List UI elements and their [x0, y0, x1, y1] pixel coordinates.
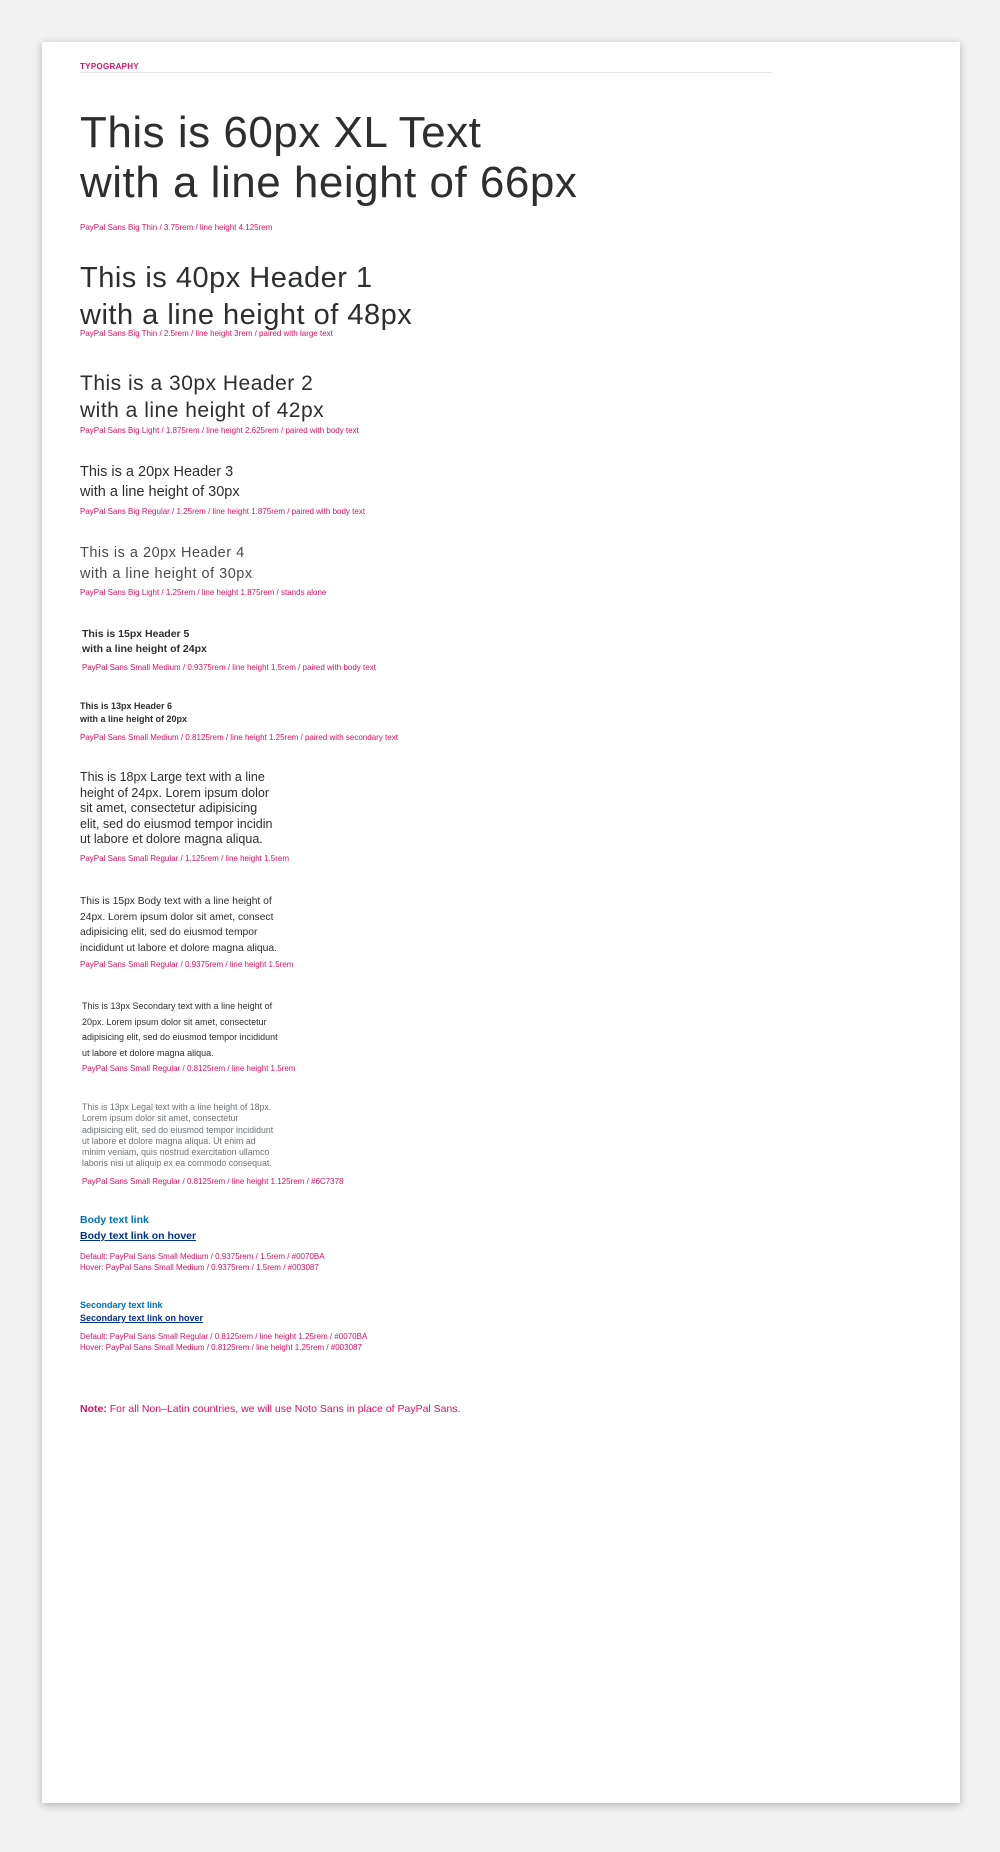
large-text-spec: PayPal Sans Small Regular / 1.125rem / line height 1.5rem: [80, 854, 289, 863]
header5-sample: This is 15px Header 5 with a line height of 24px: [82, 628, 207, 655]
note-label: Note:: [80, 1403, 107, 1415]
header1-sample: This is 40px Header 1 with a line height of 48px: [80, 262, 413, 331]
body-link-hover-spec: Hover: PayPal Sans Small Medium / 0.9375rem / 1.5rem / #003087: [80, 1263, 319, 1272]
header4-spec: PayPal Sans Big Light / 1.25rem / line height 1.875rem / stands alone: [80, 588, 327, 597]
header6-sample: This is 13px Header 6 with a line height of 20px: [80, 701, 188, 724]
body-text-spec: PayPal Sans Small Regular / 0.9375rem / line height 1.5rem: [80, 960, 294, 969]
secondary-text-link-hover[interactable]: Secondary text link on hover: [80, 1313, 204, 1323]
note-text: For all Non–Latin countries, we will use Noto Sans in place of PayPal Sans.: [106, 1403, 461, 1415]
secondary-text-link[interactable]: Secondary text link: [80, 1300, 163, 1310]
header4-sample: This is a 20px Header 4 with a line height of 30px: [80, 545, 253, 582]
secondary-text-sample: This is 13px Secondary text with a line height of 20px. Lorem ipsum dolor sit amet, consectetur adipisicing elit, sed do eiusmod tempor incididunt ut labore et dolore magna aliqua.: [82, 1001, 278, 1058]
section-label: TYPOGRAPHY: [80, 62, 140, 71]
note: [80, 1403, 461, 1415]
typography-sheet: [42, 42, 960, 1803]
xl-text-sample: This is 60px XL Text with a line height of 66px: [80, 108, 578, 207]
header3-spec: PayPal Sans Big Regular / 1.25rem / line height 1.875rem / paired with body text: [80, 507, 366, 516]
header6-spec: PayPal Sans Small Medium / 0.8125rem / line height 1.25rem / paired with secondary text: [80, 733, 398, 742]
secondary-link-default-spec: Default: PayPal Sans Small Regular / 0.8125rem / line height 1.25rem / #0070BA: [80, 1332, 368, 1341]
header2-spec: PayPal Sans Big Light / 1.875rem / line height 2.625rem / paired with body text: [80, 426, 359, 435]
body-text-sample: This is 15px Body text with a line height of 24px. Lorem ipsum dolor sit amet, consect adipisicing elit, sed do eiusmod tempor incididunt ut labore et dolore magna aliqua.: [80, 896, 277, 954]
header1-spec: PayPal Sans Big Thin / 2.5rem / line height 3rem / paired with large text: [80, 329, 333, 338]
body-text-link[interactable]: Body text link: [80, 1214, 149, 1226]
legal-text-spec: PayPal Sans Small Regular / 0.8125rem / line height 1.125rem / #6C7378: [82, 1177, 344, 1186]
header2-sample: This is a 30px Header 2 with a line height of 42px: [80, 372, 325, 422]
body-text-link-hover[interactable]: Body text link on hover: [80, 1230, 197, 1242]
header3-sample: This is a 20px Header 3 with a line height of 30px: [80, 464, 240, 500]
divider: [80, 72, 772, 73]
legal-text-sample: This is 13px Legal text with a line height of 18px. Lorem ipsum dolor sit amet, consectetur adipisicing elit, sed do eiusmod tempor incididunt ut labore et dolore magna aliqua. Ut enim ad minim veniam, quis nostrud exercitation ullamco laboris nisi ut aliquip ex ea commodo consequat.: [82, 1102, 274, 1169]
xl-text-spec: PayPal Sans Big Thin / 3.75rem / line height 4.125rem: [80, 223, 273, 232]
body-link-default-spec: Default: PayPal Sans Small Medium / 0.9375rem / 1.5rem / #0070BA: [80, 1252, 325, 1261]
secondary-link-hover-spec: Hover: PayPal Sans Small Medium / 0.8125rem / line height 1.25rem / #003087: [80, 1343, 362, 1352]
large-text-sample: This is 18px Large text with a line height of 24px. Lorem ipsum dolor sit amet, consectetur adipisicing elit, sed do eiusmod tempor incidin ut labore et dolore magna aliqua.: [80, 770, 273, 846]
header5-spec: PayPal Sans Small Medium / 0.9375rem / line height 1.5rem / paired with body text: [82, 663, 376, 672]
secondary-text-spec: PayPal Sans Small Regular / 0.8125rem / line height 1.5rem: [82, 1064, 296, 1073]
